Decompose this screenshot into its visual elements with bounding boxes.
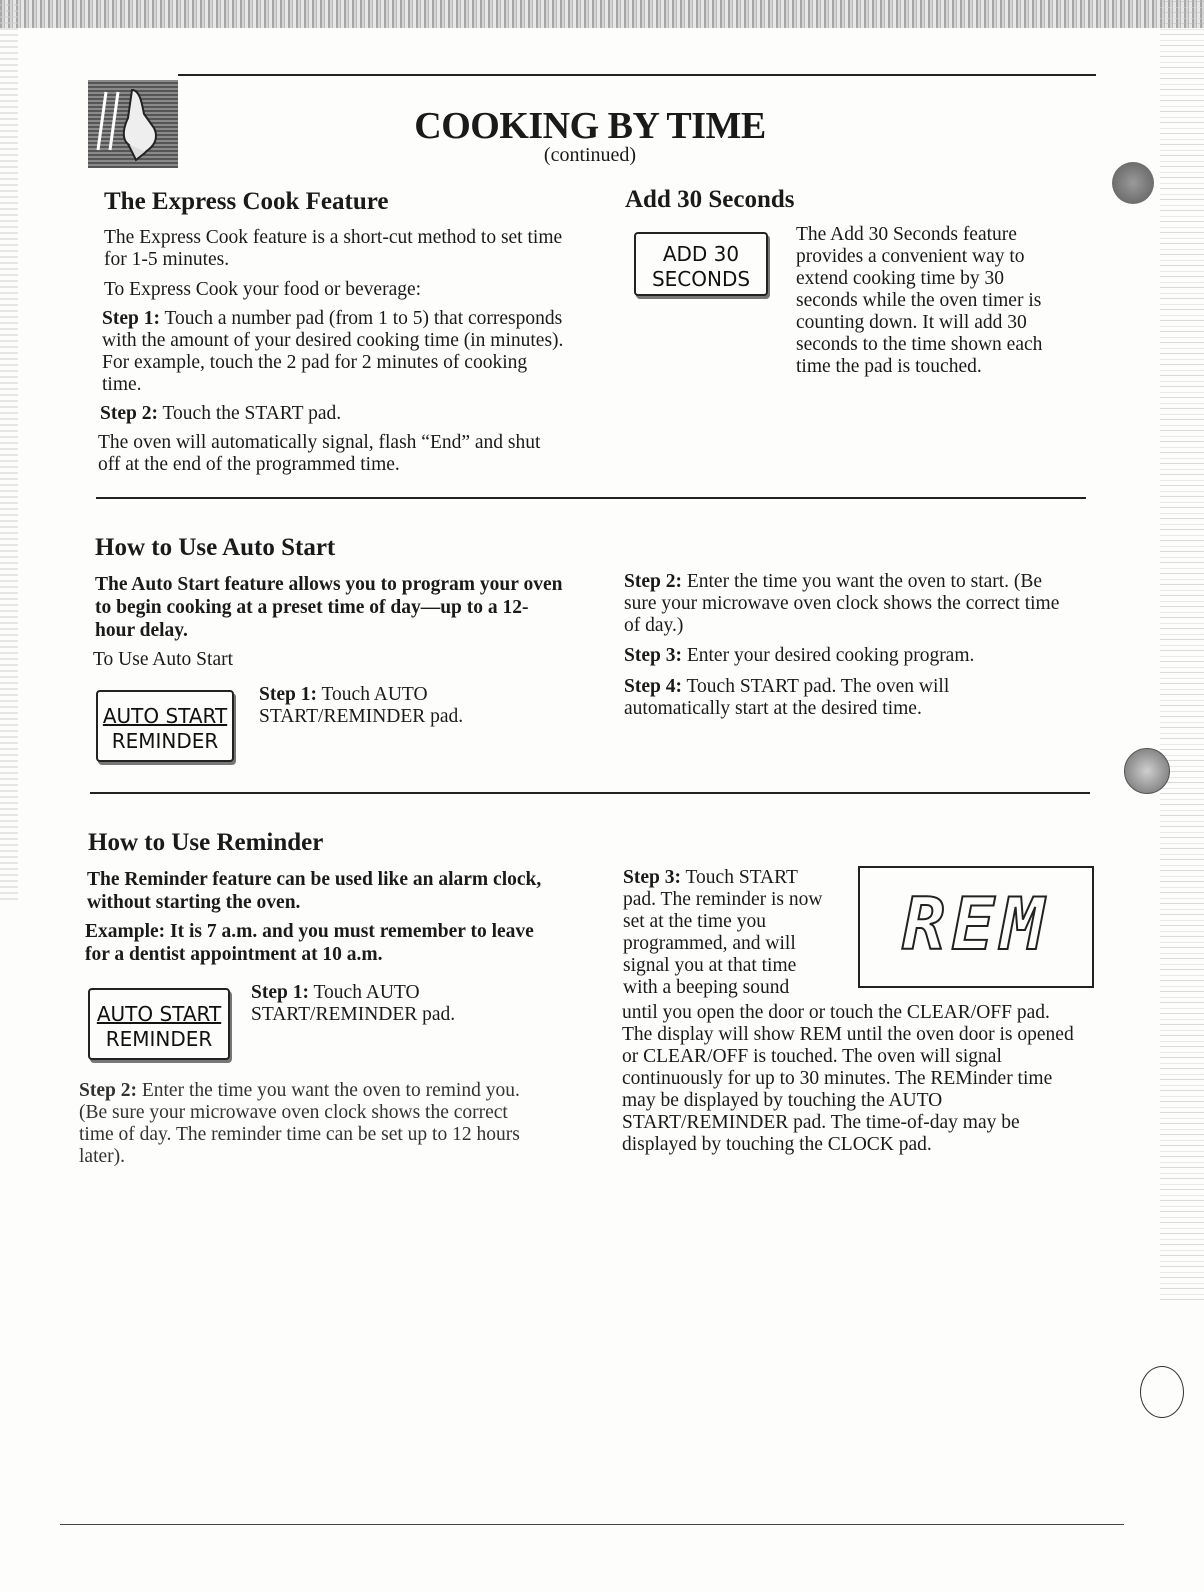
reminder-step1-label: Step 1: [251, 982, 309, 1003]
reminder-step3-b: until you open the door or touch the CLEAR/OFF pad. The display will show REM until the oven door is opened or CLEAR/OFF is touched. The oven will signal continuously for up to 30 minutes. The REMinder time may be displayed by touching the AUTO START/REMINDER pad. The time-of-day may be displayed by touching the CLOCK pad. [622, 1002, 1074, 1155]
reminder-example: Example: It is 7 a.m. and you must remember to leave for a dentist appointment at 10 a.m. [85, 921, 534, 965]
express-cook-step2-text: Touch the START pad. [162, 403, 342, 424]
auto-start-step2-label: Step 2: [624, 571, 682, 592]
express-cook-lead: To Express Cook your food or beverage: [104, 279, 422, 300]
page-subtitle: (continued) [543, 144, 637, 166]
punch-hole-2 [1124, 748, 1170, 794]
header-rule [178, 74, 1096, 76]
rem-display-text: REM [901, 882, 1051, 966]
reminder-pad-line1: AUTO START [96, 1002, 222, 1026]
add30-text: The Add 30 Seconds feature provides a convenient way to extend cooking time by 30 seconds while the oven timer is counting down. It will add 30 seconds to the time shown each time the pad is touched. [796, 224, 1043, 377]
express-cook-heading: The Express Cook Feature [104, 188, 389, 215]
auto-start-step1-text: Touch AUTO START/REMINDER pad. [259, 684, 464, 727]
page-title: COOKING BY TIME [414, 105, 766, 147]
punch-hole-1 [1112, 162, 1154, 204]
auto-start-subheading: To Use Auto Start [93, 649, 234, 670]
auto-start-pad-line2: REMINDER [111, 729, 219, 753]
footer-rule [60, 1524, 1124, 1525]
auto-start-pad-line1: AUTO START [102, 704, 228, 728]
auto-start-pad [96, 690, 234, 762]
express-cook-closing: The oven will automatically signal, flash “End” and shut off at the end of the programmed time. [98, 432, 541, 475]
hand-pointer-icon [88, 80, 178, 168]
express-cook-intro: The Express Cook feature is a short-cut method to set time for 1-5 minutes. [104, 227, 563, 270]
express-cook-step1-label: Step 1: [102, 308, 160, 329]
auto-start-intro: The Auto Start feature allows you to program your oven to begin cooking at a preset time of day—up to a 12-hour delay. [95, 574, 563, 641]
scan-left-edge [0, 0, 18, 900]
auto-start-step2-text: Enter the time you want the oven to start. (Be sure your microwave oven clock shows the correct time of day.) [624, 571, 1060, 636]
add30-pad-line2: SECONDS [651, 267, 751, 291]
auto-start-step3-text: Enter your desired cooking program. [686, 645, 975, 666]
add30-pad-line1: ADD 30 [662, 242, 740, 266]
auto-start-heading: How to Use Auto Start [95, 534, 336, 561]
punch-hole-3 [1140, 1366, 1184, 1418]
reminder-step1 [251, 982, 501, 1026]
auto-start-step2 [624, 571, 1064, 637]
reminder-step3-a [623, 867, 833, 999]
section-divider-1 [96, 497, 1086, 499]
express-cook-step1-text: Touch a number pad (from 1 to 5) that corresponds with the amount of your desired cooking time (in minutes). For example, touch the 2 pad for 2 minutes of cooking time. [102, 308, 564, 395]
reminder-step2-text: Enter the time you want the oven to remind you. (Be sure your microwave oven clock shows the correct time of day. The reminder time can be set up to 12 hours later). [79, 1080, 520, 1167]
auto-start-step4-text: Touch START pad. The oven will automatically start at the desired time. [624, 676, 950, 719]
express-cook-step2-label: Step 2: [100, 403, 158, 424]
add30-pad [634, 232, 768, 296]
reminder-step3-label: Step 3: [623, 867, 681, 888]
scan-top-band [0, 0, 1204, 28]
reminder-step1-text: Touch AUTO START/REMINDER pad. [251, 982, 456, 1025]
auto-start-step3-label: Step 3: [624, 645, 682, 666]
auto-start-step4 [624, 676, 1014, 720]
scan-right-edge [1160, 0, 1204, 1300]
reminder-step2-label: Step 2: [79, 1080, 137, 1101]
rem-display-panel [858, 866, 1094, 988]
reminder-step2 [79, 1080, 541, 1168]
reminder-intro: The Reminder feature can be used like an alarm clock, without starting the oven. [87, 869, 542, 913]
auto-start-step3 [624, 645, 1064, 667]
express-cook-step2 [100, 403, 562, 425]
add30-heading: Add 30 Seconds [625, 186, 795, 213]
section-divider-2 [90, 792, 1090, 794]
reminder-heading: How to Use Reminder [88, 829, 324, 856]
auto-start-step4-label: Step 4: [624, 676, 682, 697]
express-cook-step1 [102, 308, 564, 396]
reminder-step3-text-a: Touch START pad. The reminder is now set at the time you programmed, and will signal you at that time with a beeping sound [623, 867, 823, 998]
reminder-pad-line2: REMINDER [105, 1027, 213, 1051]
auto-start-step1 [259, 684, 509, 728]
reminder-pad [88, 988, 230, 1060]
auto-start-step1-label: Step 1: [259, 684, 317, 705]
